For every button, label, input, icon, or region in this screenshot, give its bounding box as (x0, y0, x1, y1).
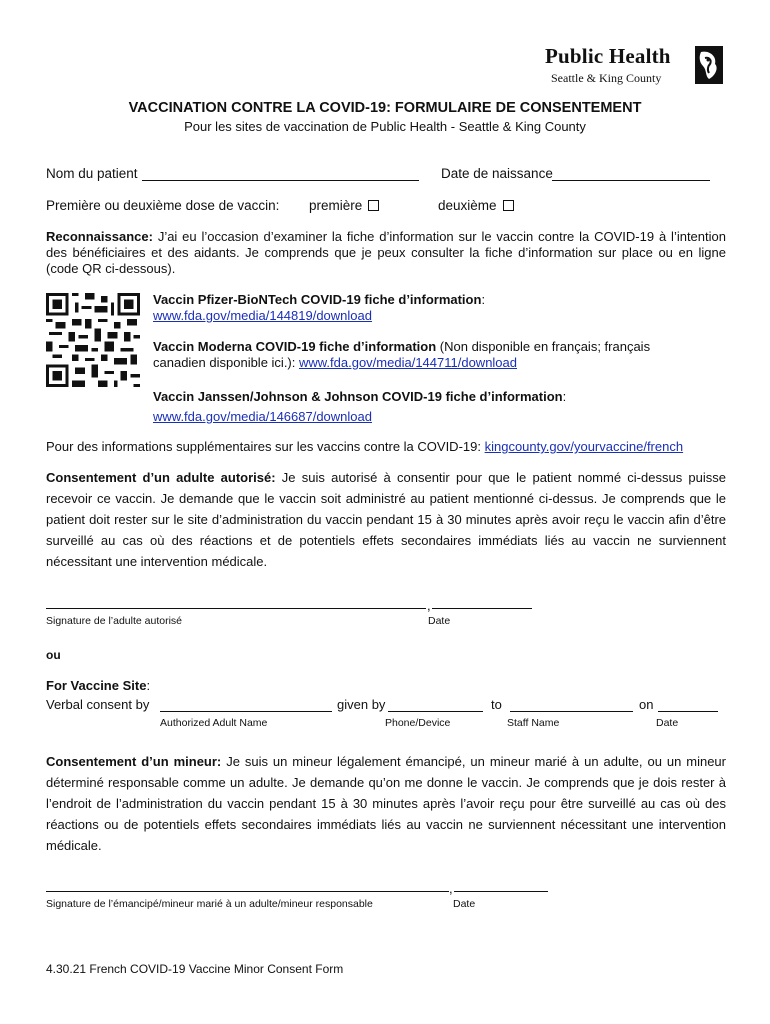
adult-signature-label: Signature de l’adulte autorisé (46, 615, 183, 627)
vaccine-site-heading: For Vaccine Site (46, 678, 147, 693)
dob-label: Date de naissance (441, 166, 553, 181)
minor-signature-label: Signature de l’émancipé/mineur marié à un adulte/mineur responsable (46, 898, 373, 910)
patient-name-field[interactable] (142, 180, 419, 181)
comma-separator: , (449, 881, 453, 896)
acknowledgment-heading: Reconnaissance: (46, 229, 153, 244)
pfizer-factsheet: Vaccin Pfizer-BioNTech COVID-19 fiche d’information: www.fda.gov/media/144819/download (153, 292, 486, 323)
moderna-link[interactable]: www.fda.gov/media/144711/download (298, 355, 518, 370)
logo-name: Public Health (545, 44, 671, 68)
or-label: ou (46, 648, 61, 662)
form-title: VACCINATION CONTRE LA COVID-19: FORMULAIRE DE CONSENTEMENT (128, 100, 642, 116)
comma-separator: , (427, 598, 431, 613)
pfizer-link[interactable]: www.fda.gov/media/144819/download (153, 308, 372, 323)
minor-signature-field[interactable] (46, 891, 449, 892)
moderna-note: (Non disponible en français; français canadien disponible ici.): (153, 339, 651, 370)
dob-field[interactable] (552, 180, 710, 181)
authorized-adult-name-caption: Authorized Adult Name (160, 717, 268, 729)
dob-row (441, 166, 553, 181)
phone-device-field[interactable] (388, 711, 483, 712)
minor-date-field[interactable] (454, 891, 548, 892)
checkbox-icon[interactable] (368, 200, 379, 211)
minor-consent-text: Je suis un mineur légalement émancipé, un mineur marié à un adulte, ou un mineur déterminé responsable comme un adulte. Je demande qu’on me donne le vaccin. Je comprends que je dois rester à l’endroit de l’administration du vaccin pendant 15 à 30 minutes après l’avoir reçu pour être surveillé au cas où des réactions ou de potentiels effets secondaires immédiats liés au vaccin ne surviennent nécessitant une intervention médicale. (46, 754, 726, 853)
minor-consent-paragraph (46, 751, 726, 856)
adult-consent-text: Je suis autorisé à consentir pour que le patient nommé ci-dessus puisse recevoir ce vaccin. Je demande que le vaccin soit administré au patient mentionné ci-dessus. Je comprends que le patient doit rester sur le site d’administration du vaccin pendant 15 à 30 minutes après avoir reçu le vaccin afin d’être surveillé au cas où des réactions et de potentiels effets secondaires immédiats liés au vaccin ne surviennent nécessitant une intervention médicale. (46, 470, 726, 569)
form-footer: 4.30.21 French COVID-19 Vaccine Minor Consent Form (46, 962, 344, 976)
pfizer-title: Vaccin Pfizer-BioNTech COVID-19 fiche d’information (153, 292, 482, 307)
form-subtitle: Pour les sites de vaccination de Public Health - Seattle & King County (184, 119, 586, 134)
authorized-adult-name-field[interactable] (160, 711, 332, 712)
site-date-caption: Date (656, 717, 679, 729)
adult-consent-paragraph (46, 467, 726, 572)
to-label: to (491, 697, 502, 712)
public-health-logo (545, 44, 725, 88)
moderna-title: Vaccin Moderna COVID-19 fiche d’information (153, 339, 437, 354)
adult-consent-heading: Consentement d’un adulte autorisé: (46, 470, 276, 485)
public-health-logo-icon (695, 46, 723, 84)
adult-date-label: Date (428, 615, 451, 627)
on-label: on (639, 697, 654, 712)
phone-device-caption: Phone/Device (385, 717, 451, 729)
minor-consent-heading: Consentement d’un mineur: (46, 754, 222, 769)
moderna-factsheet (153, 339, 673, 371)
adult-date-field[interactable] (432, 608, 532, 609)
logo-subtitle: Seattle & King County (551, 71, 662, 85)
first-dose-label: première (309, 198, 363, 213)
staff-name-caption: Staff Name (507, 717, 560, 729)
janssen-title: Vaccin Janssen/Johnson & Johnson COVID-19 fiche d’information (153, 389, 563, 404)
acknowledgment-text: J’ai eu l’occasion d’examiner la fiche d’information sur le vaccin contre la COVID-19 à l’intention des bénéficiaires et des aidants. Je comprends que je peux consulter la fiche d’information sur place ou en ligne (code QR ci-dessous). (46, 229, 726, 276)
minor-date-label: Date (453, 898, 476, 910)
adult-signature-field[interactable] (46, 608, 426, 609)
given-by-label: given by (337, 697, 386, 712)
dose-label: Première ou deuxième dose de vaccin: (46, 198, 280, 213)
janssen-link[interactable]: www.fda.gov/media/146687/download (153, 409, 372, 424)
checkbox-icon[interactable] (503, 200, 514, 211)
staff-name-field[interactable] (510, 711, 633, 712)
more-info-text: Pour des informations supplémentaires sur les vaccins contre la COVID-19: (46, 439, 485, 454)
acknowledgment-paragraph (46, 229, 726, 277)
more-info-link[interactable]: kingcounty.gov/yourvaccine/french (484, 439, 684, 454)
janssen-factsheet: Vaccin Janssen/Johnson & Johnson COVID-19 fiche d’information: www.fda.gov/media/146687/download (153, 389, 567, 424)
verbal-consent-label: Verbal consent by (46, 697, 150, 712)
more-info-line (46, 439, 683, 454)
second-dose-label: deuxième (438, 198, 497, 213)
patient-name-row (46, 166, 138, 181)
first-dose-option[interactable] (309, 198, 379, 213)
patient-name-label: Nom du patient (46, 166, 138, 181)
second-dose-option[interactable] (438, 198, 514, 213)
vaccine-site-heading-row: For Vaccine Site: (46, 678, 151, 693)
site-date-field[interactable] (658, 711, 718, 712)
qr-code-icon (46, 293, 140, 387)
